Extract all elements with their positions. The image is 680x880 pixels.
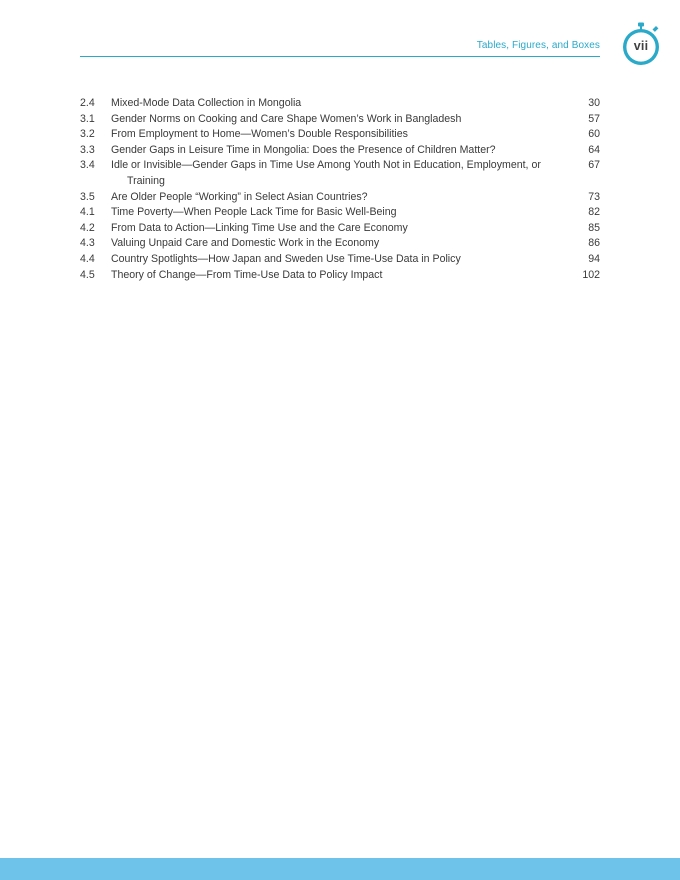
toc-entry-number: 4.5 bbox=[80, 268, 95, 281]
toc-entry bbox=[80, 221, 600, 237]
toc-entry-number: 3.1 bbox=[80, 112, 95, 125]
toc-entry-title: Are Older People “Working” in Select Asian Countries? bbox=[111, 190, 368, 203]
toc-entry-number: 3.5 bbox=[80, 190, 95, 203]
toc-entry-number: 3.2 bbox=[80, 128, 95, 141]
toc-entry-number: 4.2 bbox=[80, 221, 95, 234]
toc-entry-page: 94 bbox=[588, 252, 600, 265]
toc-entry-title: Time Poverty—When People Lack Time for Basic Well-Being bbox=[111, 206, 397, 219]
toc-entry-number: 4.3 bbox=[80, 237, 95, 250]
box-list bbox=[80, 96, 600, 283]
toc-entry-number: 3.3 bbox=[80, 143, 95, 156]
toc-entry-page: 73 bbox=[588, 190, 600, 203]
footer-bar bbox=[0, 858, 680, 880]
page-number: vii bbox=[633, 39, 649, 53]
toc-entry-page: 67 bbox=[588, 159, 600, 172]
running-header-title: Tables, Figures, and Boxes bbox=[476, 40, 600, 51]
toc-entry-page: 85 bbox=[588, 221, 600, 234]
toc-entry bbox=[80, 236, 600, 252]
toc-entry-page: 57 bbox=[588, 112, 600, 125]
toc-entry-title: From Employment to Home—Women’s Double Responsibilities bbox=[111, 128, 408, 141]
toc-entry bbox=[80, 143, 600, 159]
toc-entry bbox=[80, 252, 600, 268]
toc-entry-number: 3.4 bbox=[80, 159, 95, 172]
toc-entry-number: 2.4 bbox=[80, 97, 95, 109]
toc-entry-title: Theory of Change—From Time-Use Data to Policy Impact bbox=[111, 268, 383, 281]
toc-entry-title: Valuing Unpaid Care and Domestic Work in the Economy bbox=[111, 237, 380, 250]
toc-entry-title: From Data to Action—Linking Time Use and the Care Economy bbox=[111, 221, 408, 234]
toc-entry-page: 64 bbox=[588, 143, 600, 156]
toc-entry bbox=[80, 112, 600, 128]
toc-entry-number: 4.1 bbox=[80, 206, 95, 219]
toc-entry-title: Idle or Invisible—Gender Gaps in Time Use Among Youth Not in Education, Employment, or Training bbox=[111, 159, 541, 187]
toc-entry bbox=[80, 127, 600, 143]
toc-entry-page: 82 bbox=[588, 206, 600, 219]
toc-entry-title: Mixed-Mode Data Collection in Mongolia bbox=[111, 97, 302, 109]
toc-entry-page: 86 bbox=[588, 237, 600, 250]
toc-entry bbox=[80, 268, 600, 284]
header-divider bbox=[80, 56, 600, 57]
toc-entry-number: 4.4 bbox=[80, 252, 95, 265]
toc-entry bbox=[80, 205, 600, 221]
toc-entry-page: 102 bbox=[582, 268, 600, 281]
toc-entry-title: Gender Norms on Cooking and Care Shape Women’s Work in Bangladesh bbox=[111, 112, 462, 125]
toc-entry bbox=[80, 96, 600, 112]
toc-entry-title: Country Spotlights—How Japan and Sweden Use Time-Use Data in Policy bbox=[111, 252, 461, 265]
toc-entry-title: Gender Gaps in Leisure Time in Mongolia: Does the Presence of Children Matter? bbox=[111, 143, 496, 156]
toc-entry bbox=[80, 190, 600, 206]
toc-entry-page: 60 bbox=[588, 128, 600, 141]
toc-entry bbox=[80, 158, 600, 189]
toc-entry-page: 30 bbox=[588, 97, 600, 109]
